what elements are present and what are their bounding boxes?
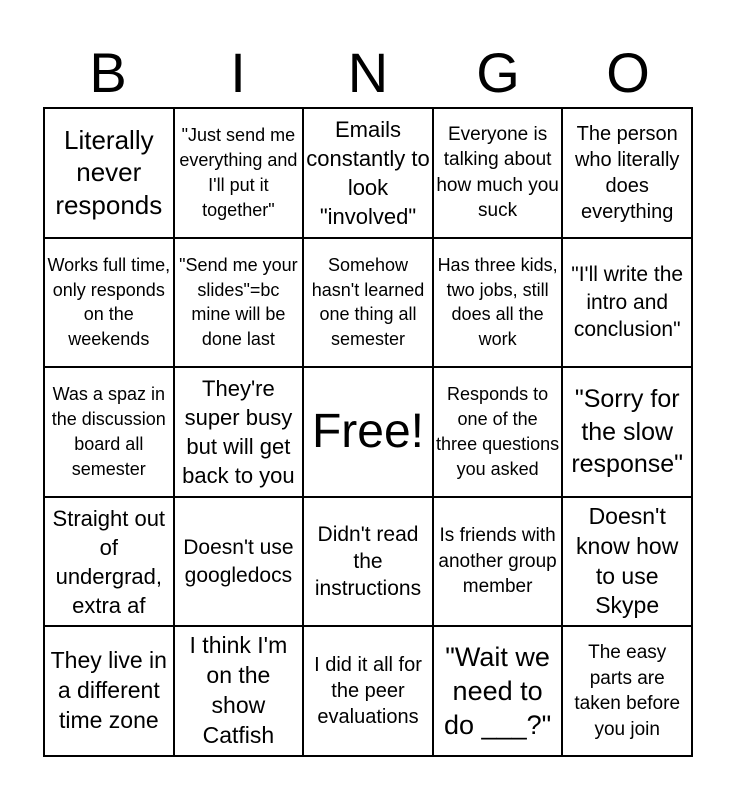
bingo-cell[interactable]: I think I'm on the show Catfish: [174, 626, 304, 756]
bingo-cell[interactable]: Is friends with another group member: [433, 497, 563, 627]
bingo-cell[interactable]: "Wait we need to do ___?": [433, 626, 563, 756]
bingo-cell[interactable]: Was a spaz in the discussion board all semester: [44, 367, 174, 497]
header-letter-i: I: [230, 41, 246, 104]
bingo-cell[interactable]: Doesn't use googledocs: [174, 497, 304, 627]
bingo-cell[interactable]: Responds to one of the three questions you asked: [433, 367, 563, 497]
bingo-cell[interactable]: The person who literally does everything: [562, 108, 692, 238]
bingo-cell[interactable]: They live in a different time zone: [44, 626, 174, 756]
bingo-cell[interactable]: The easy parts are taken before you join: [562, 626, 692, 756]
bingo-cell[interactable]: Somehow hasn't learned one thing all semester: [303, 238, 433, 368]
bingo-cell[interactable]: Everyone is talking about how much you suck: [433, 108, 563, 238]
bingo-cell[interactable]: Has three kids, two jobs, still does all the work: [433, 238, 563, 368]
bingo-board: [43, 107, 693, 757]
bingo-cell[interactable]: Emails constantly to look "involved": [303, 108, 433, 238]
header-letter-o: O: [606, 41, 650, 104]
header-letter-b: B: [89, 41, 127, 104]
bingo-cell[interactable]: "Just send me everything and I'll put it together": [174, 108, 304, 238]
bingo-cell[interactable]: Works full time, only responds on the weekends: [44, 238, 174, 368]
bingo-cell[interactable]: "Send me your slides"=bc mine will be done last: [174, 238, 304, 368]
bingo-cell[interactable]: Literally never responds: [44, 108, 174, 238]
bingo-cell[interactable]: "I'll write the intro and conclusion": [562, 238, 692, 368]
free-space-cell[interactable]: Free!: [303, 367, 433, 497]
bingo-cell[interactable]: Doesn't know how to use Skype: [562, 497, 692, 627]
bingo-cell[interactable]: They're super busy but will get back to you: [174, 367, 304, 497]
bingo-cell[interactable]: Straight out of undergrad, extra af: [44, 497, 174, 627]
bingo-cell[interactable]: I did it all for the peer evaluations: [303, 626, 433, 756]
bingo-header: [43, 38, 693, 108]
bingo-cell[interactable]: "Sorry for the slow response": [562, 367, 692, 497]
bingo-cell[interactable]: Didn't read the instructions: [303, 497, 433, 627]
header-letter-g: G: [476, 41, 520, 104]
header-letter-n: N: [347, 41, 389, 104]
